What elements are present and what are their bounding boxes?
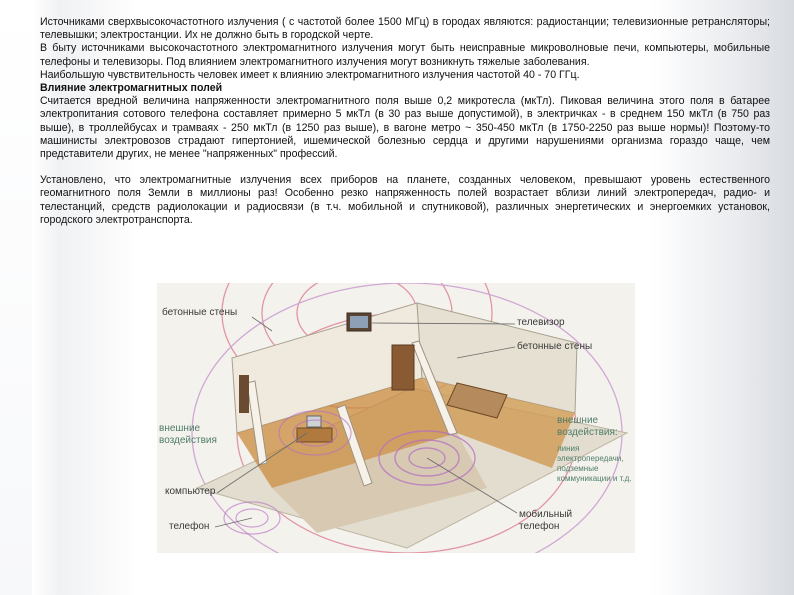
paragraph-field-strength: Считается вредной величина напряженности электромагнитного поля выше 0,2 микротесла (мкТл). Пиковая величина этого поля в батарее электропитания сотового телефона составляет примерно 5 мкТл (в 30 раз выше допустимой), в электричках - в среднем 150 мкТл (в 750 раз выше), в троллейбусах и трамваях - 250 мкТл (в 1250 раз выше), в вагоне метро ~ 350-450 мкТл (в 1750-2250 раз выше нормы)! Поэтому-то машинисты электровозов страдают гипертонией, ишемической болезнью сердца и другими нарушениями организма гораздо чаще, чем представители других, не менее "напряженных" профессий. bbox=[40, 95, 770, 161]
slide-left-margin bbox=[0, 0, 32, 595]
computer-desk bbox=[297, 428, 332, 442]
computer-monitor bbox=[307, 416, 321, 427]
wardrobe bbox=[392, 345, 414, 390]
label-mobile-phone: мобильный телефон bbox=[519, 509, 573, 532]
label-external-right-detail: линия электропередачи, подземные коммуникации и т.д. bbox=[557, 444, 632, 483]
label-concrete-walls-left: бетонные стены bbox=[162, 307, 238, 318]
paragraph-household: В быту источниками высокочастотного электромагнитного излучения могут быть неисправные микроволновые печи, компьютеры, мобильные телефоны и телевизоры. Под влиянием электромагнитного излучения могут возникнуть тяжелые заболевания. bbox=[40, 42, 770, 68]
section-heading: Влияние электромагнитных полей bbox=[40, 82, 223, 95]
paragraph-established: Установлено, что электромагнитные излучения всех приборов на планете, созданных человеком, превышают уровень естественного геомагнитного поля Земли в миллионы раз! Особенно резко напряженность полей возрастает вблизи линий электропередач, радио- и телестанций, средств радиолокации и радиосвязи (в т.ч. мобильной и спутниковой), различных энергетических и энергоемких установок, городского электротранспорта. bbox=[40, 174, 770, 226]
label-concrete-walls-right: бетонные стены bbox=[517, 341, 593, 352]
apartment-illustration bbox=[157, 283, 635, 553]
label-tv: телевизор bbox=[517, 317, 565, 328]
label-external-right-title: внешние воздействия: bbox=[557, 415, 618, 438]
door-left bbox=[239, 375, 249, 413]
paragraph-sources: Источниками сверхвысокочастотного излучения ( с частотой более 1500 МГц) в городах являются: радиостанции; телевизионные ретрансляторы; телевышки; электростанции. Их не должно быть в городской черте. bbox=[40, 16, 770, 42]
label-computer: компьютер bbox=[165, 486, 216, 497]
slide-text bbox=[40, 16, 770, 227]
tv-screen bbox=[350, 316, 368, 328]
paragraph-sensitivity: Наибольшую чувствительность человек имеет к влиянию электромагнитного излучения частотой 40 - 70 ГГц. bbox=[40, 68, 580, 81]
label-external-left: внешние воздействия bbox=[159, 423, 217, 446]
label-telephone: телефон bbox=[169, 521, 210, 532]
